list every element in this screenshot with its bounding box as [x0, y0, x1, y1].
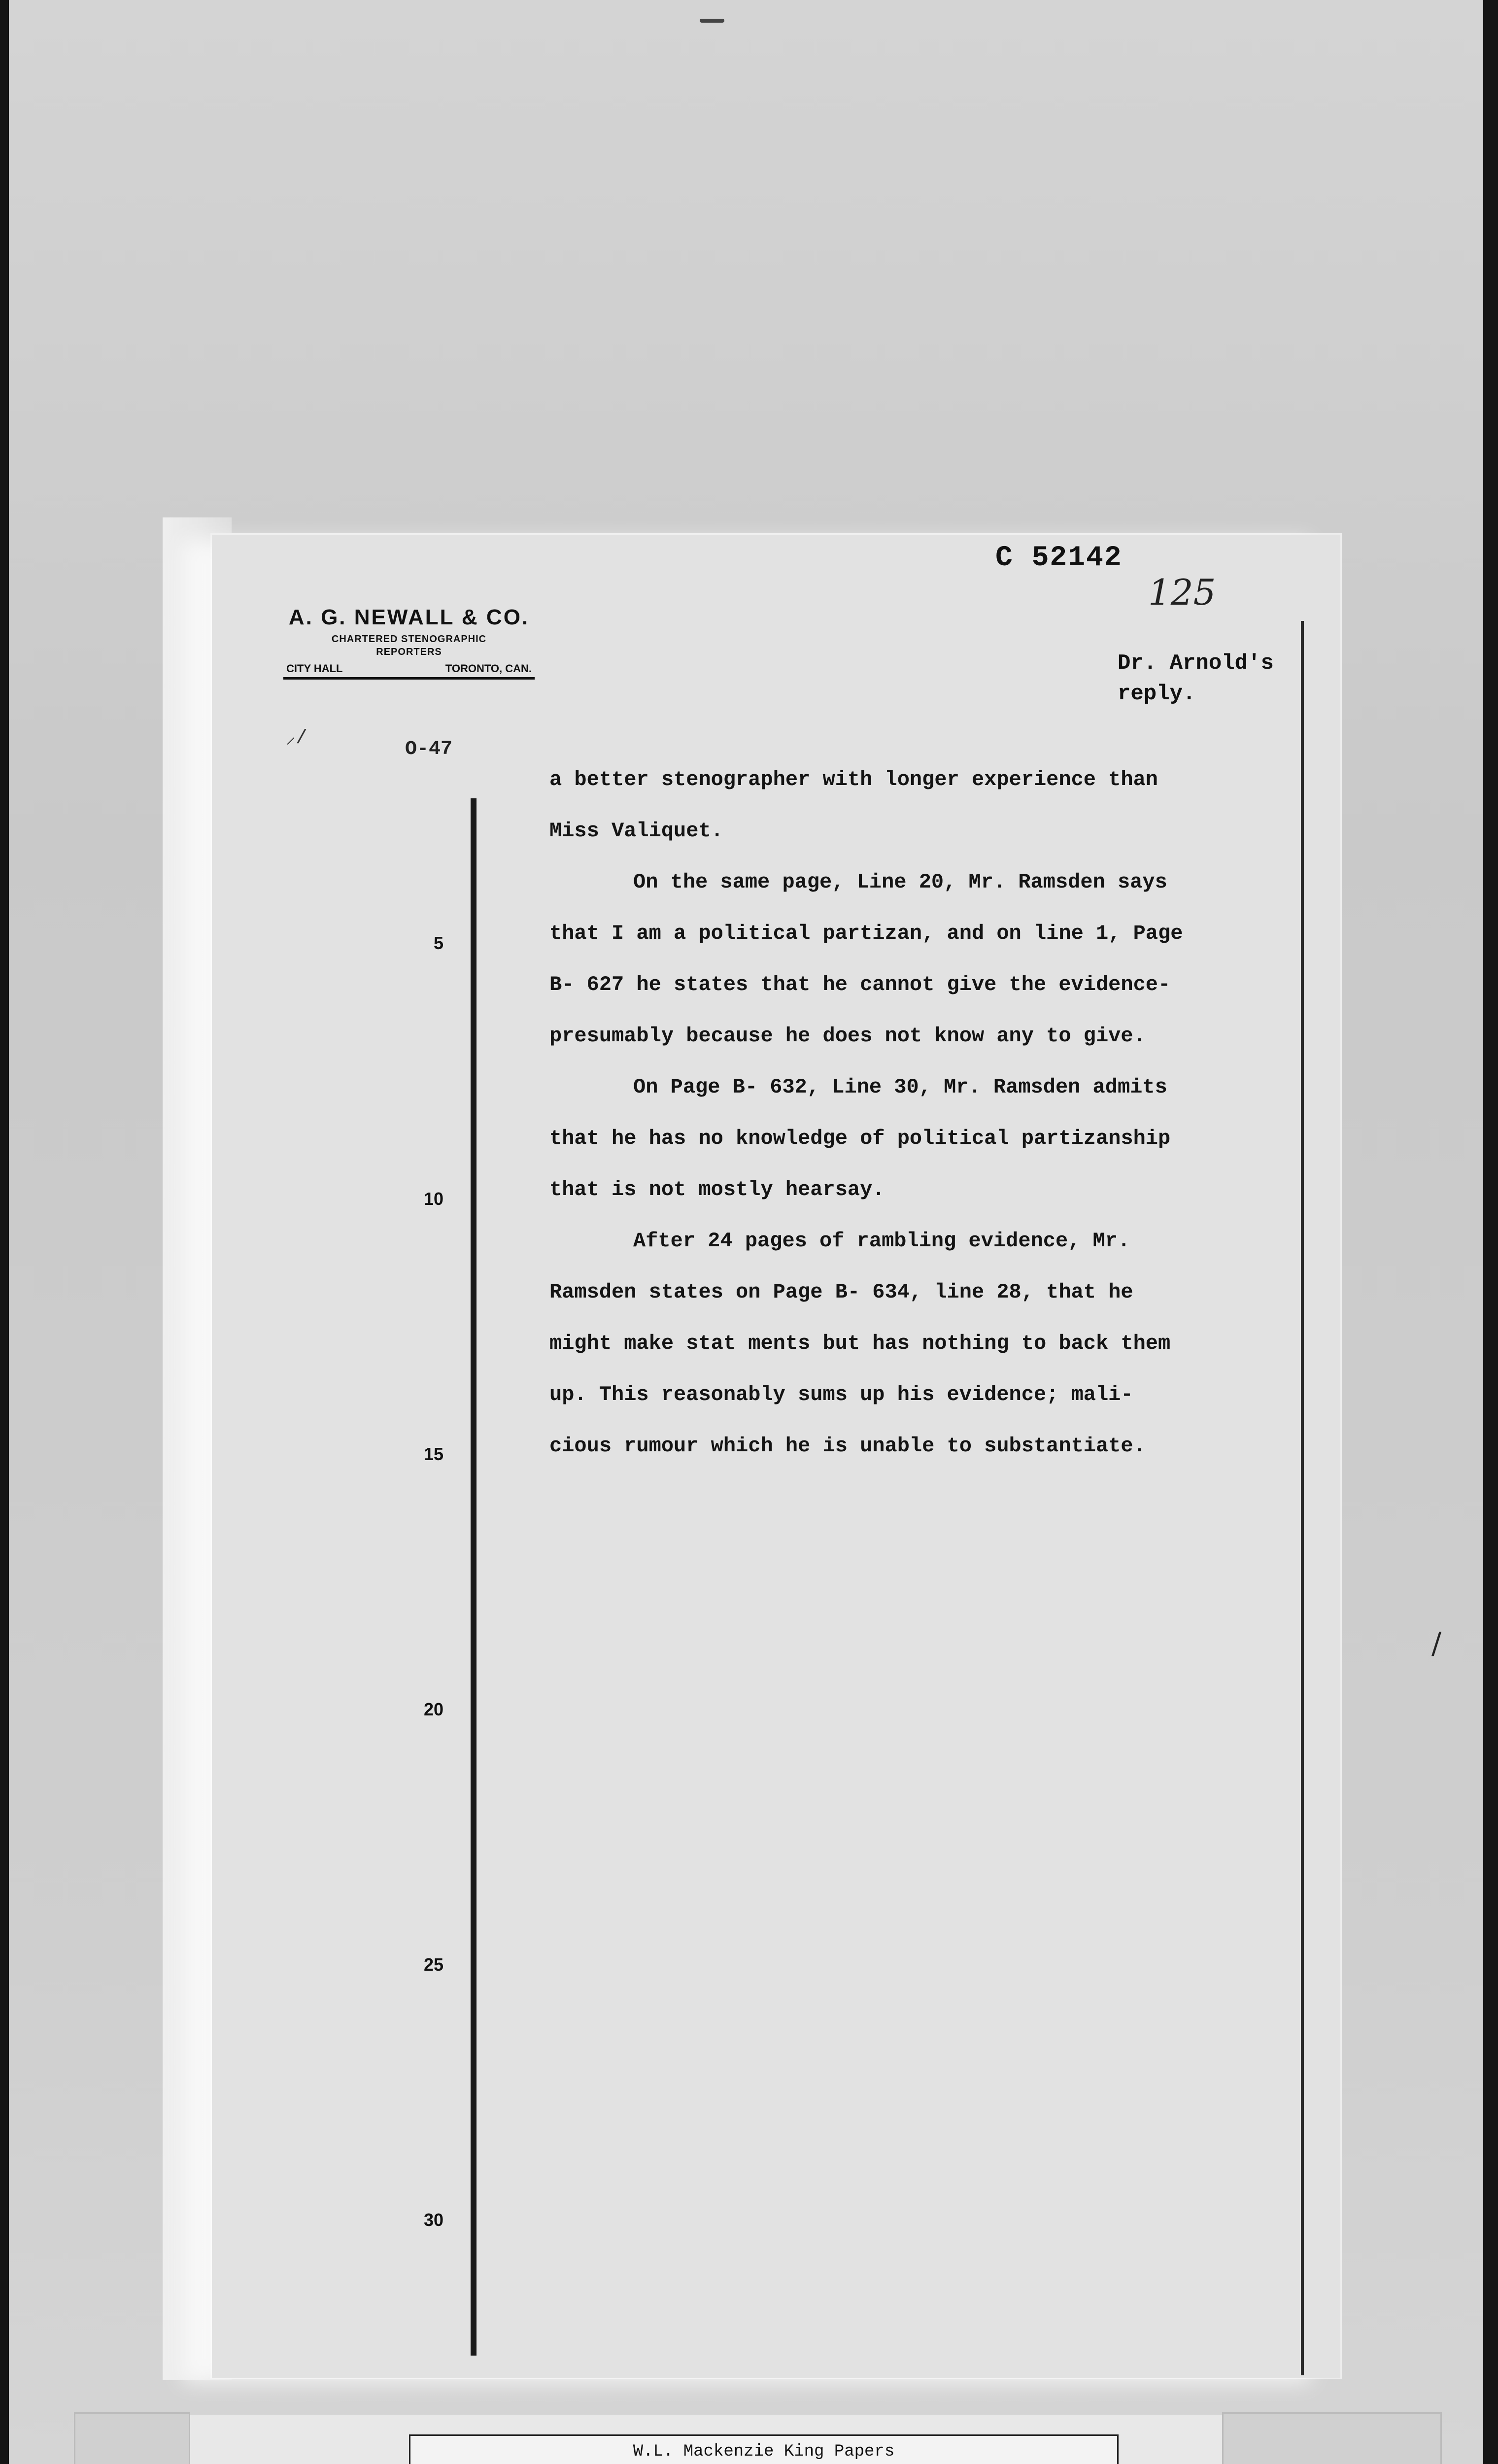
line-number: 30: [423, 2210, 443, 2230]
line-number: 10: [423, 1189, 443, 1209]
collection-name: W.L. Mackenzie King Papers: [633, 2442, 895, 2461]
line-number: 25: [423, 1954, 443, 1975]
body-line: that he has no knowledge of political partizanship: [549, 1127, 1171, 1150]
body-line: cious rumour which he is unable to substantiate.: [549, 1434, 1146, 1458]
tape-left: [74, 2412, 190, 2464]
tape-right: [1222, 2412, 1442, 2464]
letterhead-subtitle-2: REPORTERS: [376, 647, 442, 657]
line-number: 15: [423, 1444, 443, 1464]
header-note: [1118, 648, 1274, 709]
body-line: up. This reasonably sums up his evidence; mali-: [549, 1383, 1133, 1406]
paragraph-1: [549, 754, 1298, 856]
letterhead-address-right: TORONTO, CAN.: [445, 662, 532, 675]
letterhead-subtitle-1: CHARTERED STENOGRAPHIC: [331, 634, 487, 645]
page-id: O-47: [405, 738, 453, 760]
paragraph-3: [549, 1061, 1298, 1215]
margin-rule-right: [1301, 621, 1304, 2375]
body-line: Ramsden states on Page B- 634, line 28, that he: [549, 1280, 1133, 1304]
body-line: Miss Valiquet.: [549, 819, 723, 843]
paragraph-4: [549, 1215, 1298, 1472]
letterhead-firm: A. G. NEWALL & CO.: [288, 605, 530, 629]
document-body: [549, 754, 1298, 1472]
paragraph-2: [549, 856, 1298, 1061]
body-line: B- 627 he states that he cannot give the evidence-: [549, 973, 1171, 996]
margin-rule-left: [471, 798, 477, 2356]
line-number: 5: [433, 933, 443, 953]
handwritten-page-number: 125: [1148, 572, 1216, 613]
reference-code: C 52142: [995, 542, 1123, 574]
body-line: presumably because he does not know any to give.: [549, 1024, 1146, 1048]
header-note-line-1: Dr. Arnold's: [1118, 651, 1274, 676]
body-line: that I am a political partizan, and on line 1, Page: [549, 922, 1183, 945]
margin-tick-mark: ⸝/: [286, 727, 308, 750]
body-line: might make stat ments but has nothing to back them: [549, 1332, 1171, 1355]
letterhead-address-left: CITY HALL: [286, 662, 343, 675]
line-number: 20: [423, 1699, 443, 1719]
body-line: On Page B- 632, Line 30, Mr. Ramsden admits: [633, 1075, 1167, 1099]
body-line: After 24 pages of rambling evidence, Mr.: [633, 1229, 1130, 1253]
body-line: On the same page, Line 20, Mr. Ramsden says: [633, 870, 1167, 894]
film-border-right: [1483, 0, 1498, 2464]
body-line: that is not mostly hearsay.: [549, 1178, 885, 1201]
film-border-left: [0, 0, 9, 2464]
collection-label: [409, 2434, 1119, 2464]
letterhead-address: [283, 662, 535, 675]
stray-pen-mark: /: [1431, 1626, 1442, 1661]
body-line: a better stenographer with longer experience than: [549, 768, 1158, 791]
letterhead: [283, 605, 535, 680]
header-note-line-2: reply.: [1118, 682, 1196, 706]
film-top-mark: [700, 19, 724, 23]
letterhead-rule: [283, 677, 535, 680]
